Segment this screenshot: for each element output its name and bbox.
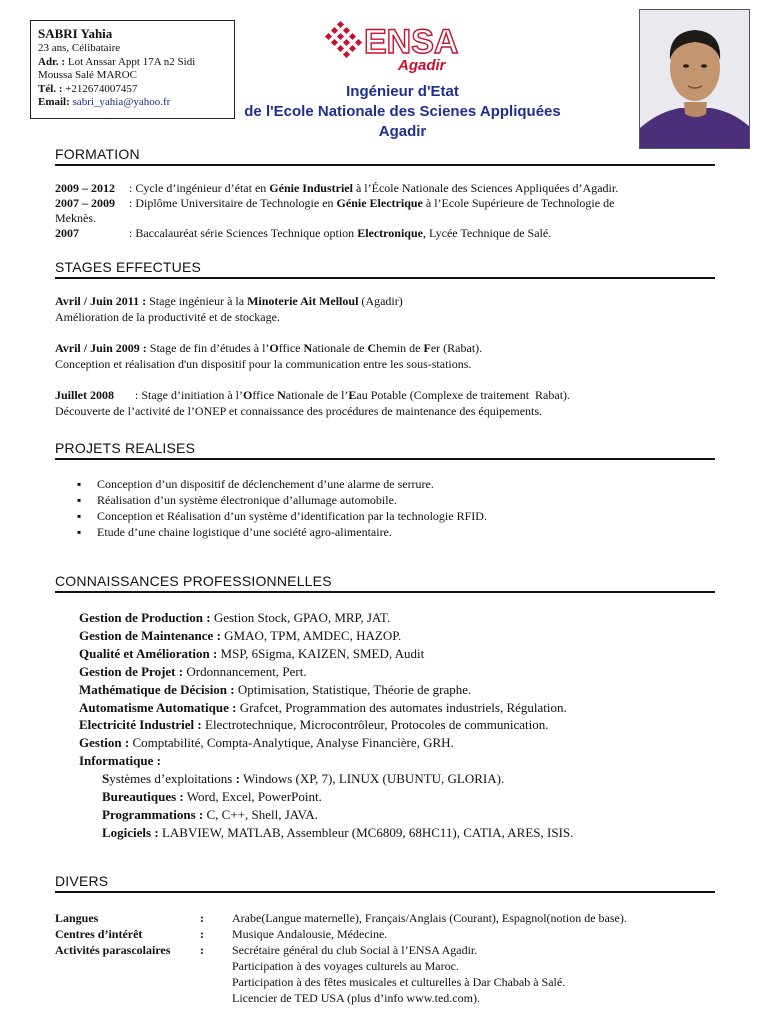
info-label: ureautiques	[110, 789, 180, 805]
skill-label: Electricité Industriel :	[79, 717, 202, 733]
stage-item	[55, 387, 715, 419]
stage-text: Stage ingénieur à la	[146, 294, 248, 308]
stage-initial: F	[423, 341, 431, 355]
stage-text: er (Rabat).	[430, 341, 483, 355]
stage-date: Avril / Juin 2011 :	[55, 294, 147, 308]
info-initial: L	[102, 824, 111, 840]
skill-row	[79, 609, 715, 627]
projets-section	[55, 440, 715, 540]
email-label: Email:	[38, 96, 70, 108]
email-value[interactable]: sabri_yahia@yahoo.fr	[69, 96, 171, 108]
stage-text: ffice	[252, 388, 278, 402]
skill-label: Informatique :	[79, 753, 161, 769]
skill-value: Comptabilité, Compta-Analytique, Analyse Financière, GRH.	[129, 735, 454, 751]
skill-label: Gestion de Maintenance :	[79, 627, 221, 643]
stage-text: : Stage d’initiation à l’	[114, 388, 243, 402]
stage-text: ationale de l’	[285, 388, 349, 402]
identity-box	[30, 20, 235, 119]
stage-text: (Agadir)	[358, 294, 403, 308]
skill-label: Automatisme Automatique :	[79, 699, 237, 715]
stage-text: au Potable (Complexe de traitement Rabat).	[356, 388, 571, 402]
formation-continuation	[55, 211, 715, 226]
divers-colon: :	[200, 911, 204, 925]
info-label: ogiciels	[110, 824, 155, 840]
informatique-row	[102, 788, 715, 806]
stage-date: Avril / Juin 2009 :	[55, 341, 147, 355]
divers-row	[55, 974, 715, 990]
info-initial: S	[102, 771, 110, 787]
skill-value: Ordonnancement, Pert.	[183, 663, 307, 679]
info-colon: :	[198, 806, 204, 822]
info-colon: :	[235, 771, 240, 787]
formation-dates: 2009 – 2012	[55, 181, 115, 195]
profile-photo	[639, 9, 750, 149]
divers-value: Participation à des voyages culturels au Maroc.	[232, 959, 459, 973]
skill-label: Gestion :	[79, 735, 130, 751]
formation-text: , Lycée Technique de Salé.	[422, 226, 552, 240]
formation-item	[55, 181, 715, 196]
info-value: Windows (XP, 7), LINUX (UBUNTU, GLORIA).	[239, 771, 505, 787]
formation-text: : Baccalauréat série Sciences Technique option	[129, 226, 358, 240]
stage-company: Minoterie Ait Melloul	[247, 294, 359, 308]
skill-value: Grafcet, Programmation des automates industriels, Régulation.	[236, 699, 567, 715]
skill-row	[79, 681, 715, 699]
skill-row	[79, 645, 715, 663]
skill-row	[79, 663, 715, 681]
age-status: 23 ans, Célibataire	[38, 42, 121, 54]
stage-item	[55, 340, 715, 372]
informatique-row	[102, 824, 715, 842]
skill-row	[79, 734, 715, 752]
stage-date: Juillet 2008	[55, 388, 114, 402]
divers-row	[55, 990, 715, 1006]
stage-initial: O	[242, 388, 253, 402]
stage-text: Stage de fin d’études à l’	[146, 341, 270, 355]
divers-section	[55, 873, 715, 1006]
formation-item	[55, 226, 715, 241]
skill-value: Electrotechnique, Microcontrôleur, Protocoles de communication.	[201, 717, 549, 733]
formation-text: à l’École Nationale des Sciences Appliquées d’Agadir.	[352, 181, 619, 195]
formation-field: Electronique	[357, 226, 423, 240]
skill-row	[79, 752, 715, 770]
address	[38, 56, 227, 83]
phone-label: Tél. :	[38, 82, 63, 95]
candidate-name: SABRI Yahia	[38, 26, 113, 41]
informatique-row	[102, 806, 715, 824]
stage-description: Découverte de l’activité de l’ONEP et connaissance des procédures de maintenance des équipements.	[55, 404, 543, 418]
divers-key: Langues	[55, 911, 99, 925]
divers-colon: :	[200, 943, 204, 957]
divers-key: Centres d’intérêt	[55, 927, 143, 941]
skill-row	[79, 627, 715, 645]
info-initial: P	[102, 806, 110, 822]
formation-cont-text: Meknès.	[55, 211, 96, 225]
divers-value: Musique Andalousie, Médecine.	[232, 927, 388, 941]
formation-item	[55, 196, 715, 211]
info-value: Word, Excel, PowerPoint.	[183, 789, 322, 805]
phone-value: +212674007457	[62, 82, 138, 95]
diamond-grid-icon	[325, 21, 362, 58]
ensa-logo	[322, 18, 472, 74]
divers-row	[55, 926, 715, 942]
divers-colon: :	[200, 927, 204, 941]
formation-text: : Cycle d’ingénieur d’état en	[129, 181, 270, 195]
stage-initial: N	[277, 388, 286, 402]
header-line-1: Ingénieur d'Etat	[346, 83, 459, 100]
list-item: ▪ Conception et Réalisation d’un système d’identification par la technologie RFID.	[77, 508, 715, 524]
connaissances-list	[79, 609, 715, 842]
info-label: ystèmes d’exploitations	[109, 771, 236, 787]
skill-row	[79, 716, 715, 734]
divers-row	[55, 910, 715, 926]
divers-value: Secrétaire général du club Social à l’ENSA Agadir.	[232, 943, 478, 957]
formation-field: Génie Electrique	[336, 196, 423, 210]
skill-value: GMAO, TPM, AMDEC, HAZOP.	[220, 627, 402, 643]
informatique-row	[102, 770, 715, 788]
skill-label: Gestion de Projet :	[79, 663, 184, 679]
formation-dates: 2007	[55, 226, 79, 240]
divers-key: Activités parascolaires	[55, 943, 171, 957]
connaissances-title: CONNAISSANCES PROFESSIONNELLES	[55, 573, 715, 593]
info-label: rogrammations	[109, 806, 199, 822]
skill-value: Optimisation, Statistique, Théorie de graphe.	[234, 681, 472, 697]
header-line-2: de l'Ecole Nationale des Scienes Appliquées	[244, 103, 561, 120]
address-value: Lot Anssar Appt 17A n2 Sidi Moussa Salé MAROC	[38, 55, 196, 81]
info-colon: :	[154, 824, 159, 840]
stage-initial: O	[269, 341, 279, 355]
stage-text: hemin de	[376, 341, 424, 355]
stage-initial: E	[348, 388, 357, 402]
skill-value: MSP, 6Sigma, KAIZEN, SMED, Audit	[217, 645, 425, 661]
stages-section	[55, 259, 715, 419]
info-initial: B	[102, 789, 111, 805]
divers-row	[55, 958, 715, 974]
info-colon: :	[179, 789, 184, 805]
stage-initial: N	[303, 341, 313, 355]
list-item: ▪ Conception d’un dispositif de déclenchement d’une alarme de serrure.	[77, 476, 715, 492]
projets-title: PROJETS REALISES	[55, 440, 715, 460]
stages-title: STAGES EFFECTUES	[55, 259, 715, 279]
stage-text: ffice	[278, 341, 304, 355]
divers-row	[55, 942, 715, 958]
phone	[38, 83, 227, 97]
divers-value: Licencier de TED USA (plus d’info www.ted.com).	[232, 991, 480, 1005]
skill-label: Qualité et Amélioration :	[79, 645, 218, 661]
skill-value: Gestion Stock, GPAO, MRP, JAT.	[210, 610, 391, 625]
stage-item	[55, 293, 715, 325]
connaissances-section	[55, 573, 715, 842]
formation-field: Génie Industriel	[269, 181, 353, 195]
list-item: ▪ Réalisation d’un système électronique d’allumage automobile.	[77, 492, 715, 508]
formation-text: : Diplôme Universitaire de Technologie en	[129, 196, 337, 210]
stage-description: Amélioration de la productivité et de stockage.	[55, 310, 280, 324]
formation-dates: 2007 – 2009	[55, 196, 115, 210]
projets-list	[77, 476, 715, 540]
logo-text: ENSA	[364, 23, 459, 61]
stage-description: Conception et réalisation d'un dispositif pour la communication entre les sous-stations.	[55, 357, 472, 371]
stage-initial: C	[367, 341, 377, 355]
list-item: ▪ Etude d’une chaine logistique d’une société agro-alimentaire.	[77, 524, 715, 540]
divers-value: Participation à des fêtes musicales et culturelles à Dar Chabab à Salé.	[232, 975, 566, 989]
skill-row	[79, 699, 715, 717]
formation-text: à l’Ecole Supérieure de Technologie de	[422, 196, 615, 210]
info-value: LABVIEW, MATLAB, Assembleur (MC6809, 68HC11), CATIA, ARES, ISIS.	[158, 824, 574, 840]
header-line-3: Agadir	[378, 123, 427, 140]
header-title	[225, 82, 580, 142]
formation-title: FORMATION	[55, 146, 715, 166]
stage-text: ationale de	[312, 341, 368, 355]
email	[38, 96, 227, 110]
address-label: Adr. :	[38, 55, 66, 68]
info-value: C, C++, Shell, JAVA.	[203, 806, 318, 822]
skill-label: Mathématique de Décision :	[79, 681, 235, 697]
formation-section	[55, 146, 715, 241]
divers-title: DIVERS	[55, 873, 715, 893]
skill-label: Gestion de Production :	[79, 610, 211, 625]
divers-value: Arabe(Langue maternelle), Français/Anglais (Courant), Espagnol(notion de base).	[232, 911, 627, 925]
logo-subtext: Agadir	[398, 57, 446, 74]
